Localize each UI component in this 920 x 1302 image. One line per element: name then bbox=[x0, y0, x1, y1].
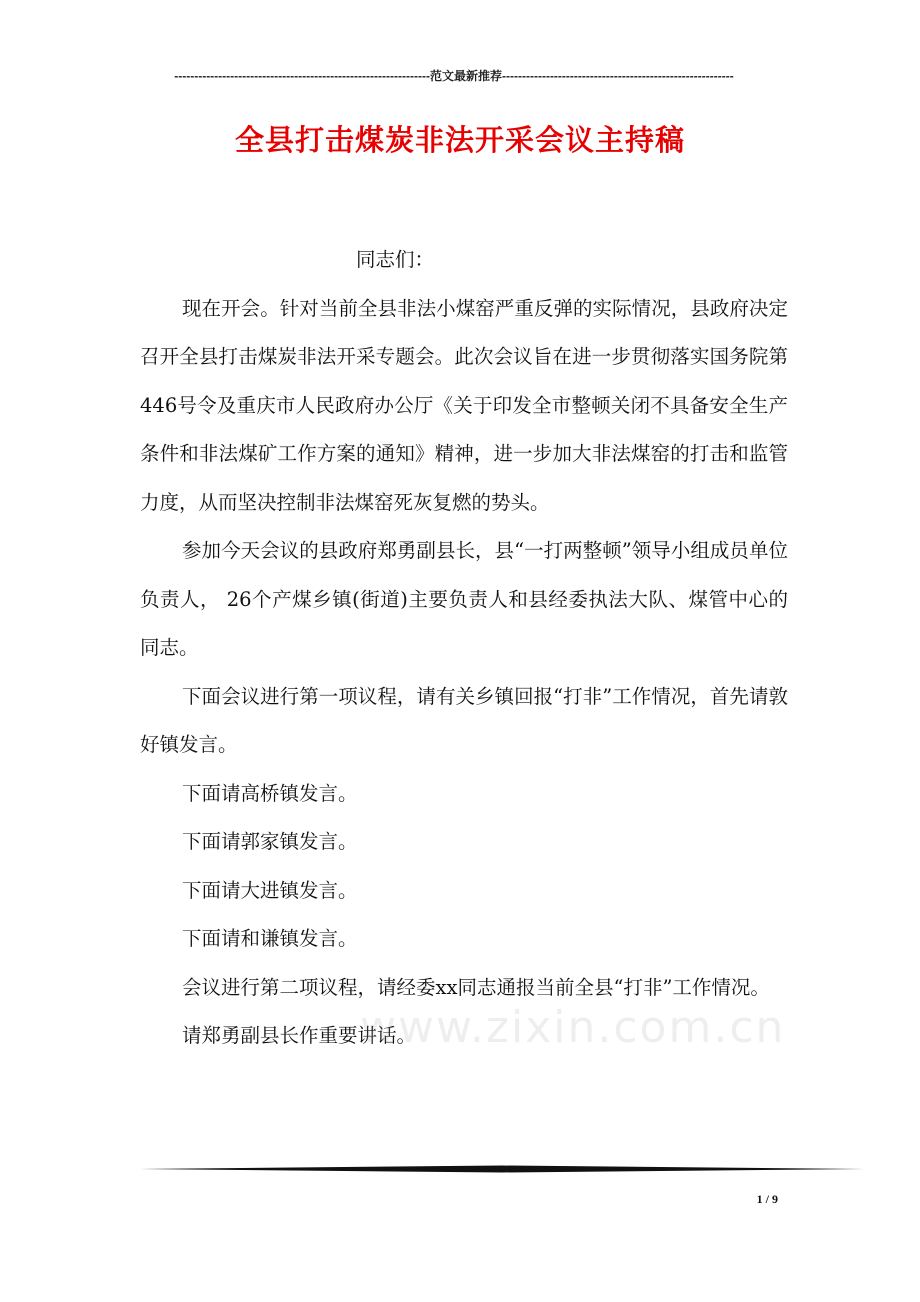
paragraph: 现在开会。针对当前全县非法小煤窑严重反弹的实际情况，县政府决定召开全县打击煤炭非法开采专题会。此次会议旨在进一步贯彻落实国务院第446号令及重庆市人民政府办公厅《关于印发全市整顿关闭不具备安全生产条件和非法煤矿工作方案的通知》精神，进一步加大非法煤窑的打击和监管力度，从而坚决控制非法煤窑死灰复燃的势头。 bbox=[140, 296, 788, 514]
header-dashes-right: ---------------------------------------------------------- bbox=[501, 69, 734, 83]
paragraph: 下面请大进镇发言。 bbox=[182, 878, 358, 902]
header-dashes-left: ---------------------------------------------------------------- bbox=[174, 69, 430, 83]
page-number: 1 / 9 bbox=[756, 1192, 778, 1206]
paragraph: 下面请和谦镇发言。 bbox=[182, 927, 358, 950]
paragraph: 会议进行第二项议程，请经委xx同志通报当前全县“打非”工作情况。 bbox=[182, 975, 770, 999]
footer-divider bbox=[140, 1164, 864, 1174]
paragraph: 下面请高桥镇发言。 bbox=[182, 781, 358, 805]
document-body bbox=[140, 236, 788, 1061]
paragraph: 请郑勇副县长作重要讲话。 bbox=[182, 1024, 417, 1047]
page-header bbox=[138, 68, 770, 84]
paragraph: 参加今天会议的县政府郑勇副县长，县“一打两整顿”领导小组成员单位负责人， 26个产煤乡镇(街道)主要负责人和县经委执法大队、煤管中心的同志。 bbox=[140, 539, 788, 659]
watermark: www.zixin.com.cn bbox=[360, 1002, 786, 1053]
paragraph: 下面请郭家镇发言。 bbox=[182, 830, 358, 853]
salutation: 同志们： bbox=[356, 248, 435, 271]
paragraph: 下面会议进行第一项议程，请有关乡镇回报“打非”工作情况，首先请敦好镇发言。 bbox=[140, 684, 788, 756]
document-title: 全县打击煤炭非法开采会议主持稿 bbox=[234, 123, 685, 157]
header-label: 范文最新推荐 bbox=[429, 69, 502, 83]
